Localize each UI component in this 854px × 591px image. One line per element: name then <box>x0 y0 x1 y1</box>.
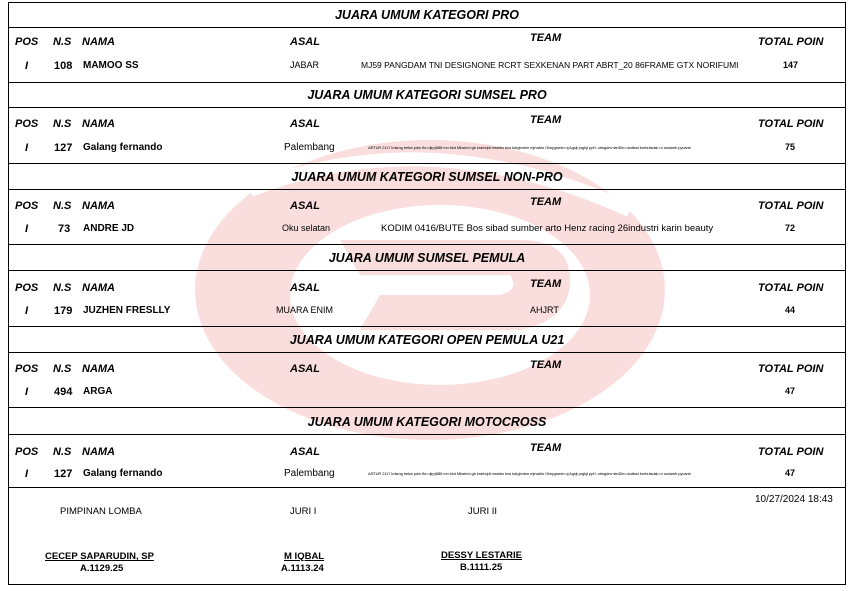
header-pos: POS <box>15 118 39 130</box>
header-team: TEAM <box>530 196 562 208</box>
header-asal: ASAL <box>290 446 320 458</box>
header-team: TEAM <box>530 32 562 44</box>
header-asal: ASAL <box>290 200 320 212</box>
header-ns: N.S <box>53 282 72 294</box>
cell-team: ARTUR 2117 kdsmg trekw pdm fkn djrp(888 mn trkd Mbstnd rgb krarbrjdt mstnbs bus kdrgbnbm mjrvstrls Olmpgwrsb nj Agsjt prgkjt pyH, utmgdrw strdDm dudtsst burbutsdsk ro ruslamb pyuanb <box>368 145 691 150</box>
table-row <box>0 223 854 239</box>
header-ns: N.S <box>53 118 72 130</box>
divider <box>8 434 846 435</box>
header-team: TEAM <box>530 359 562 371</box>
header-nama: NAMA <box>82 446 115 458</box>
section-title: JUARA UMUM KATEGORI OPEN PEMULA U21 <box>289 333 565 347</box>
cell-total: 47 <box>785 468 796 478</box>
cell-nama: JUZHEN FRESLLY <box>83 305 171 316</box>
cell-asal: Oku selatan <box>282 223 331 233</box>
header-pos: POS <box>15 363 39 375</box>
section-title: JUARA UMUM SUMSEL PEMULA <box>328 251 526 265</box>
signature-name: M IQBAL <box>284 551 325 562</box>
divider <box>8 107 846 108</box>
role-juri-2: JURI II <box>468 506 498 517</box>
cell-nama: Galang fernando <box>83 468 163 479</box>
cell-ns: 127 <box>54 468 73 480</box>
divider <box>8 244 846 245</box>
header-nama: NAMA <box>82 36 115 48</box>
cell-ns: 73 <box>58 223 71 235</box>
header-row <box>0 359 854 379</box>
cell-asal: Palembang <box>284 142 335 153</box>
header-ns: N.S <box>53 36 72 48</box>
role-pimpinan: PIMPINAN LOMBA <box>60 506 142 517</box>
header-row <box>0 196 854 216</box>
cell-total: 75 <box>785 142 796 152</box>
header-ns: N.S <box>53 446 72 458</box>
cell-total: 147 <box>783 60 799 70</box>
header-pos: POS <box>15 200 39 212</box>
cell-pos: I <box>25 223 29 235</box>
cell-ns: 494 <box>54 386 73 398</box>
header-nama: NAMA <box>82 363 115 375</box>
header-team: TEAM <box>530 442 562 454</box>
header-total: TOTAL POIN <box>758 363 824 375</box>
header-pos: POS <box>15 282 39 294</box>
header-asal: ASAL <box>290 363 320 375</box>
signature-id: A.1113.24 <box>281 563 324 574</box>
header-ns: N.S <box>53 363 72 375</box>
header-total: TOTAL POIN <box>758 282 824 294</box>
header-row <box>0 114 854 134</box>
cell-asal: Palembang <box>284 468 335 479</box>
section-title: JUARA UMUM KATEGORI SUMSEL NON-PRO <box>291 170 563 184</box>
section-title: JUARA UMUM KATEGORI MOTOCROSS <box>307 415 547 429</box>
header-team: TEAM <box>530 114 562 126</box>
signature-name: DESSY LESTARIE <box>441 550 522 561</box>
divider <box>8 27 846 28</box>
role-juri-1: JURI I <box>290 506 317 517</box>
table-row <box>0 468 854 484</box>
cell-asal: JABAR <box>290 60 320 70</box>
header-asal: ASAL <box>290 118 320 130</box>
divider <box>8 352 846 353</box>
divider <box>8 270 846 271</box>
divider <box>8 326 846 327</box>
header-nama: NAMA <box>82 118 115 130</box>
print-timestamp: 10/27/2024 18:43 <box>755 494 833 505</box>
header-total: TOTAL POIN <box>758 118 824 130</box>
cell-team: MJ59 PANGDAM TNI DESIGNONE RCRT SEXKENAN PART ABRT_20 86FRAME GTX NORIFUMI <box>361 60 739 70</box>
signature-id: B.1111.25 <box>460 562 503 573</box>
cell-total: 72 <box>785 223 796 233</box>
cell-ns: 108 <box>54 60 73 72</box>
cell-total: 47 <box>785 386 796 396</box>
table-row <box>0 305 854 321</box>
cell-nama: ARGA <box>83 386 113 397</box>
header-nama: NAMA <box>82 282 115 294</box>
header-row <box>0 442 854 462</box>
signature-name: CECEP SAPARUDIN, SP <box>45 551 154 562</box>
header-pos: POS <box>15 446 39 458</box>
cell-team: AHJRT <box>530 305 559 315</box>
header-asal: ASAL <box>290 282 320 294</box>
header-ns: N.S <box>53 200 72 212</box>
cell-ns: 179 <box>54 305 73 317</box>
header-total: TOTAL POIN <box>758 36 824 48</box>
header-row <box>0 278 854 298</box>
cell-nama: ANDRE JD <box>83 223 135 234</box>
cell-pos: I <box>25 60 29 72</box>
cell-team: KODIM 0416/BUTE Bos sibad sumber arto Henz racing 26industri karin beauty <box>381 223 714 234</box>
section-title: JUARA UMUM KATEGORI PRO <box>334 8 520 22</box>
cell-asal: MUARA ENIM <box>276 305 334 315</box>
table-row <box>0 142 854 158</box>
cell-nama: MAMOO SS <box>83 60 139 71</box>
cell-team: ARTUR 2117 kdsmg trekw pdm fkn djrp(888 mn trkd Mbstnd rgb krarbrjdt mstnbs bus kdrgbnbm mjrvstrls Olmpgwrsb nj Agsjt prgkjt pyH, utmgdrw strdDm dudtsst burbutsdsk ro ruslamb pyuanb <box>368 471 691 476</box>
cell-pos: I <box>25 305 29 317</box>
cell-pos: I <box>25 142 29 154</box>
header-total: TOTAL POIN <box>758 200 824 212</box>
divider <box>8 189 846 190</box>
cell-pos: I <box>25 468 29 480</box>
header-team: TEAM <box>530 278 562 290</box>
cell-nama: Galang fernando <box>83 142 163 153</box>
header-nama: NAMA <box>82 200 115 212</box>
divider <box>8 163 846 164</box>
cell-pos: I <box>25 386 29 398</box>
divider <box>8 407 846 408</box>
header-asal: ASAL <box>290 36 320 48</box>
table-row <box>0 386 854 402</box>
cell-ns: 127 <box>54 142 73 154</box>
divider <box>8 82 846 83</box>
signature-id: A.1129.25 <box>80 563 124 574</box>
cell-total: 44 <box>785 305 796 315</box>
header-row <box>0 32 854 52</box>
section-title: JUARA UMUM KATEGORI SUMSEL PRO <box>307 88 547 102</box>
divider <box>8 487 846 488</box>
table-row <box>0 60 854 76</box>
header-pos: POS <box>15 36 39 48</box>
header-total: TOTAL POIN <box>758 446 824 458</box>
